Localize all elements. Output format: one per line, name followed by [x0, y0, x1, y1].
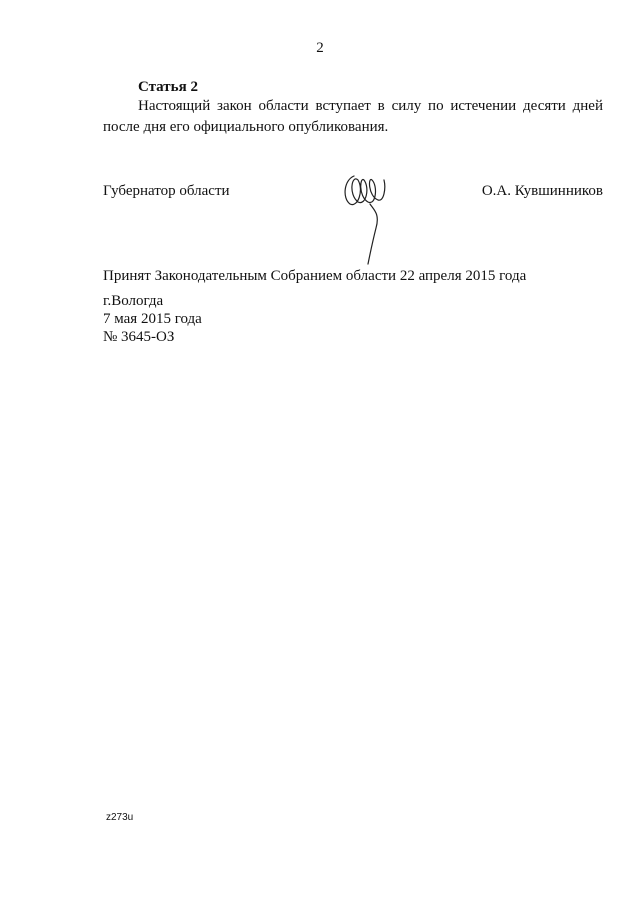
place-of-signing: г.Вологда — [103, 293, 164, 309]
law-number: № 3645-ОЗ — [103, 329, 175, 345]
page-number: 2 — [316, 40, 324, 56]
signer-role: Губернатор области — [103, 183, 230, 199]
signature-icon — [340, 168, 400, 268]
signing-date: 7 мая 2015 года — [103, 311, 202, 327]
footer-code: z273u — [106, 812, 134, 823]
article-body: Настоящий закон области вступает в силу по истечении десяти дней после дня его официального опубликования. — [103, 98, 603, 135]
adoption-statement: Принят Законодательным Собранием области 22 апреля 2015 года — [103, 268, 527, 284]
article-title: Статья 2 — [138, 79, 198, 95]
signer-name: О.А. Кувшинников — [481, 183, 603, 199]
